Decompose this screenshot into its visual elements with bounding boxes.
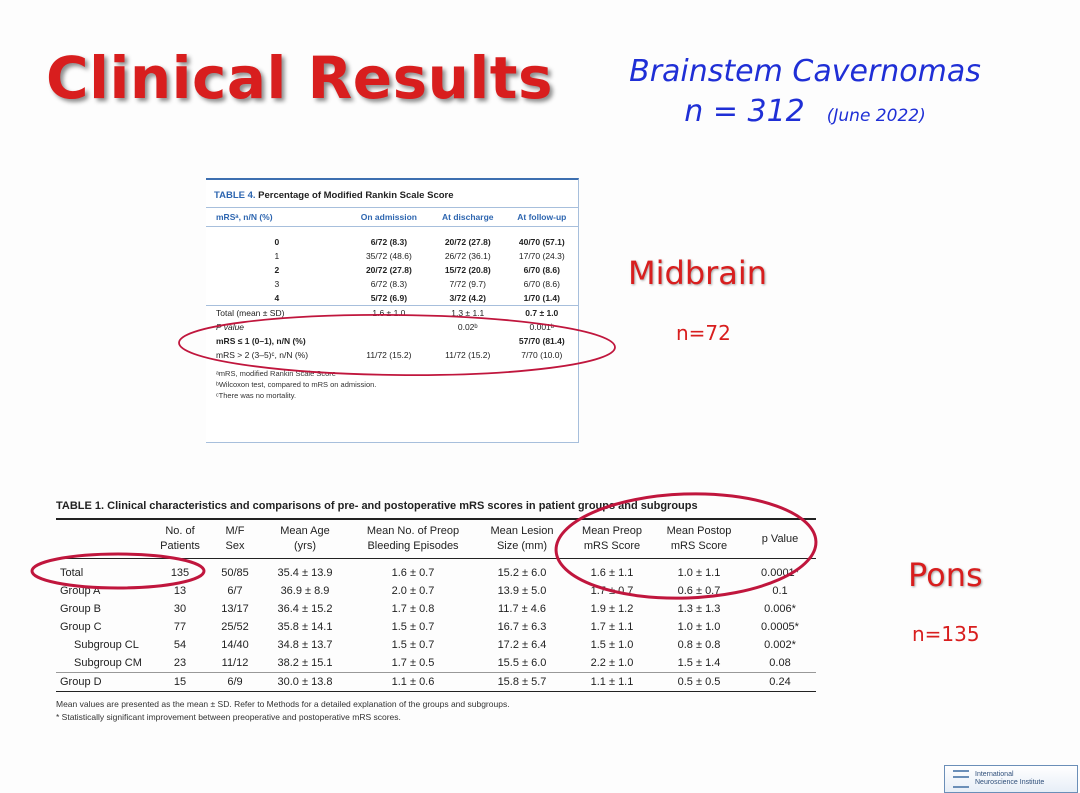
table4-cell: 15/72 (20.8) [444,265,491,275]
table1-row [56,636,816,654]
table4-cell: 1/70 (1.4) [523,293,560,303]
table1-header: Mean Postop mRS Score [654,519,744,559]
table4-grid [206,207,578,362]
table1-cell: 15 [148,673,212,692]
table4-cell: 6/70 (8.6) [523,279,560,289]
table1-caption: TABLE 1. Clinical characteristics and comparisons of pre- and postoperative mRS scores in patient groups and subgroups [56,500,698,512]
table1-row [56,559,816,583]
table1-cell: 36.9 ± 8.9 [280,585,330,597]
table1-cell: 1.3 ± 1.3 [677,603,721,615]
table4-cell: 17/70 (24.3) [518,251,565,261]
subtitle-date: (June 2022) [826,106,926,126]
table4-cell: 2 [274,265,280,275]
table1-cell: 1.5 ± 1.4 [677,657,721,669]
table4-cell: 0.7 ± 1.0 [506,306,578,321]
table1-cell: 25/52 [221,621,249,633]
midbrain-label: Midbrain [628,254,768,292]
table1-cell: 13/17 [221,603,249,615]
table1-cell: 0.002* [764,639,796,651]
table1-row-label: Subgroup CL [74,639,139,651]
table1-header: p Value [744,519,816,559]
table4-header: At follow-up [506,208,578,227]
table4-cell: 0.001ᵇ [529,322,555,332]
table1-cell: 13 [173,585,187,597]
table4-cell: 0 [274,237,280,247]
table1-header: Mean Age (yrs) [258,519,352,559]
table1-row-label: Group B [60,603,101,615]
logo-mark-icon [953,770,969,788]
table1-cell: 38.2 ± 15.1 [277,657,333,669]
table1-header-row [56,519,816,559]
logo-text: International Neuroscience Institute [975,771,1045,786]
table4-note: ᵇWilcoxon test, compared to mRS on admission. [216,380,377,389]
table1-cell: 30 [173,603,187,615]
table1-cell: 0.6 ± 0.7 [677,585,721,597]
table4 [206,178,579,443]
table4-cell: 5/72 (6.9) [370,293,408,303]
table1-cell: 0.0005* [761,621,799,633]
table4-p-label: P value [216,322,245,332]
table1-row-label: Group C [60,621,102,633]
table4-row [206,277,578,291]
table1-header: Mean No. of Preop Bleeding Episodes [352,519,474,559]
table1-cell: 1.7 ± 0.7 [590,585,634,597]
table4-note: ᵃmRS, modified Rankin Scale Score [216,369,336,378]
table4-row [206,249,578,263]
table1-header: Mean Lesion Size (mm) [474,519,570,559]
table4-total-label: Total (mean ± SD) [206,306,348,321]
table1-cell: 77 [173,621,187,633]
table1-row-label: Group A [60,585,101,597]
table1-cell: 13.9 ± 5.0 [497,585,547,597]
institute-logo [944,765,1078,793]
table4-header: On admission [348,208,430,227]
table1-grid [56,518,816,692]
table4-cell: 6/70 (8.6) [523,265,560,275]
table1-cell: 2.2 ± 1.0 [590,657,634,669]
table1-cell: 30.0 ± 13.8 [258,673,352,692]
table1-row [56,673,816,692]
table4-mrs-high-row [206,348,578,362]
table1-cell: 1.9 ± 1.2 [590,603,634,615]
table4-cell: 3/72 (4.2) [449,293,486,303]
table4-cell [348,334,430,348]
table1-cell: 1.5 ± 1.0 [590,639,634,651]
slide-title: Clinical Results [46,44,554,112]
table1-header: M/F Sex [212,519,258,559]
table4-cell: 1.3 ± 1.1 [430,306,506,321]
table4-caption-label: TABLE 4. [214,190,256,201]
table1-cell: 1.0 ± 1.1 [677,567,721,579]
table1-cell: 15.8 ± 5.7 [474,673,570,692]
table1-cell: 11.7 ± 4.6 [497,603,547,615]
table4-cell [348,320,430,334]
table4-row [206,291,578,306]
table1-cell: 35.8 ± 14.1 [277,621,333,633]
table4-cell: 40/70 (57.1) [518,237,565,247]
table1-row-label: Total [60,567,84,579]
table1-cell: 0.8 ± 0.8 [677,639,721,651]
table1-cell: 0.006* [764,603,796,615]
table1-cell: 1.0 ± 1.0 [677,621,721,633]
table4-cell: 26/72 (36.1) [444,251,491,261]
table4-pvalue-row [206,320,578,334]
table4-cell: 1.6 ± 1.0 [348,306,430,321]
table1-cell: 1.7 ± 0.5 [391,657,435,669]
table4-cell [430,334,506,348]
table4-note: ᶜThere was no mortality. [216,391,297,400]
table4-header: At discharge [430,208,506,227]
table4-caption [206,180,578,207]
table1-cell: 0.24 [744,673,816,692]
table1-cell: 54 [173,639,187,651]
table4-cell: 7/72 (9.7) [449,279,486,289]
table1-header: Mean Preop mRS Score [570,519,654,559]
table1-header [56,519,148,559]
table1-cell: 15.2 ± 6.0 [497,567,547,579]
table1-cell: 34.8 ± 13.7 [277,639,333,651]
table4-row [206,263,578,277]
table1-cell: 14/40 [221,639,249,651]
table1-cell: 1.1 ± 1.1 [570,673,654,692]
table1-cell: 50/85 [221,567,249,579]
table4-notes [206,362,578,407]
table4-caption-text: Percentage of Modified Rankin Scale Score [258,190,454,201]
table1-cell: 1.1 ± 0.6 [352,673,474,692]
table1-cell: 16.7 ± 6.3 [497,621,547,633]
table4-cell: 57/70 (81.4) [518,336,565,346]
table4-row [206,235,578,249]
table1-cell: 0.0001* [761,567,799,579]
table4-cell: 6/72 (8.3) [370,279,408,289]
table1-cell: 6/9 [212,673,258,692]
table4-header: mRSᵃ, n/N (%) [206,208,348,227]
table1-cell: 135 [170,567,190,579]
table1-cell: 23 [173,657,187,669]
table1-cell: 1.6 ± 1.1 [590,567,634,579]
table4-cell: 20/72 (27.8) [444,237,491,247]
table1-header: No. of Patients [148,519,212,559]
table4-header-row [206,208,578,227]
table4-cell: 1 [274,251,280,261]
table4-mrs-high-label: mRS > 2 (3–5)ᶜ, n/N (%) [216,350,309,360]
table1-cell: 1.5 ± 0.7 [391,639,435,651]
table1-cell: 1.7 ± 1.1 [590,621,634,633]
subtitle-block [590,52,1020,136]
table4-cell: 11/72 (15.2) [445,350,491,360]
table1-cell: 17.2 ± 6.4 [497,639,547,651]
table1-row [56,654,816,673]
table1-note: * Statistically significant improvement between preoperative and postoperative mRS scores. [56,712,401,722]
table1-cell: 2.0 ± 0.7 [391,585,435,597]
table1-cell: 0.5 ± 0.5 [654,673,744,692]
table1-cell: 1.5 ± 0.7 [391,621,435,633]
table1-cell: 36.4 ± 15.2 [277,603,333,615]
subtitle-line: Brainstem Cavernomas [629,54,981,89]
table1-row-label: Subgroup CM [74,657,142,669]
table4-cell: 35/72 (48.6) [365,251,412,261]
table1-row-label: Group D [56,673,148,692]
table4-cell: 7/70 (10.0) [521,350,563,360]
table1-notes [56,698,816,724]
table1-cell: 15.5 ± 6.0 [497,657,547,669]
table4-cell: 4 [274,293,280,303]
table4-cell: 11/72 (15.2) [366,350,412,360]
table1-cell: 35.4 ± 13.9 [277,567,333,579]
table1-row [56,618,816,636]
table1-cell: 1.6 ± 0.7 [391,567,435,579]
subtitle-n: n = 312 [684,94,805,129]
pons-n: n=135 [912,622,980,646]
table4-total-row [206,306,578,321]
table4-mrs-low-label: mRS ≤ 1 (0–1), n/N (%) [216,336,306,346]
table1-cell: 1.7 ± 0.8 [391,603,435,615]
table4-cell: 3 [274,279,280,289]
table1-cell: 11/12 [221,657,249,669]
table1-note: Mean values are presented as the mean ± SD. Refer to Methods for a detailed explanation of the groups and subgroups. [56,699,510,709]
subtitle-n-line [590,92,1020,136]
table1-row [56,582,816,600]
table4-cell: 20/72 (27.8) [365,265,412,275]
pons-label: Pons [908,556,983,594]
table4-mrs-low-row [206,334,578,348]
table1-cell: 0.1 [772,585,788,597]
table1-cell: 0.08 [769,657,791,669]
table1-cell: 6/7 [227,585,243,597]
table1 [56,500,816,724]
table1-row [56,600,816,618]
midbrain-n: n=72 [676,321,731,345]
table4-cell: 0.02ᵇ [457,322,478,332]
table4-cell: 6/72 (8.3) [370,237,408,247]
